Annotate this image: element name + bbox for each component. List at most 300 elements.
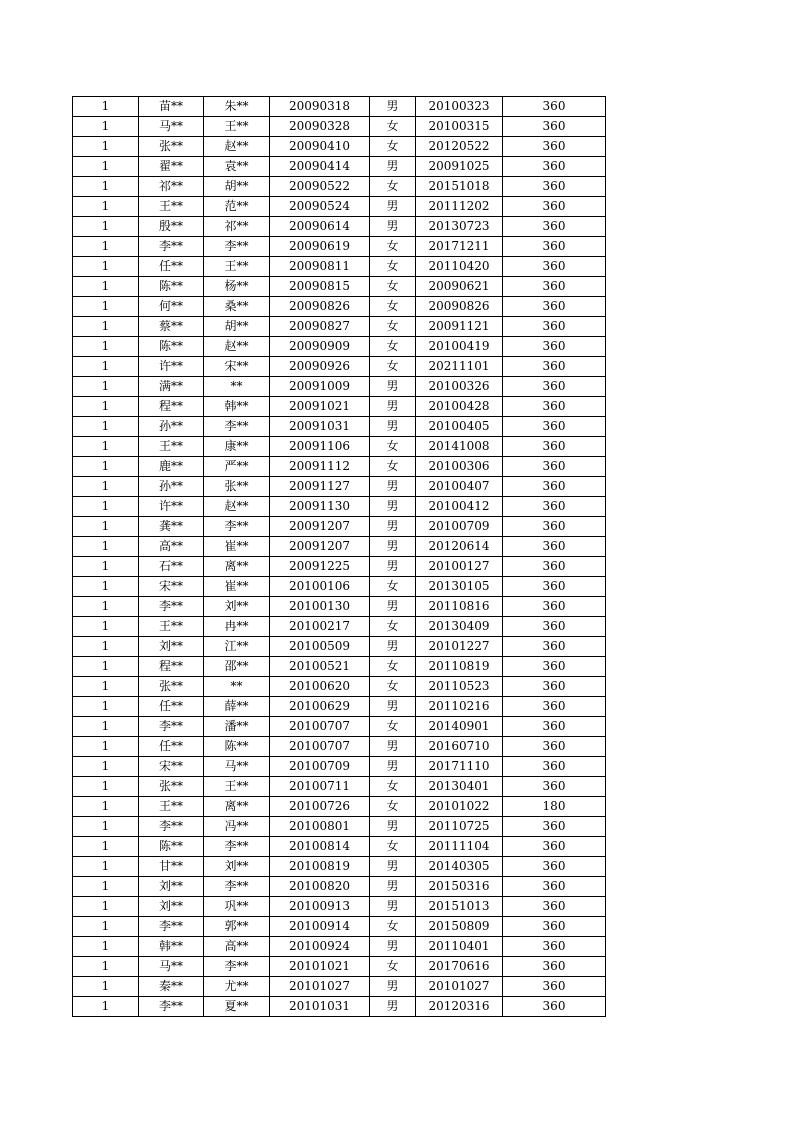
gender-cell: 女: [370, 437, 416, 457]
date-end-cell: 20211101: [416, 357, 503, 377]
date-end-cell: 20100419: [416, 337, 503, 357]
count-cell: 1: [73, 357, 139, 377]
table-row: [73, 697, 606, 717]
count-cell: 1: [73, 337, 139, 357]
count-cell: 1: [73, 377, 139, 397]
surname-b-cell: 李**: [204, 837, 270, 857]
count-cell: 1: [73, 177, 139, 197]
amount-cell: 360: [503, 497, 606, 517]
surname-a-cell: 陈**: [139, 837, 204, 857]
table-row: [73, 117, 606, 137]
date-end-cell: 20091025: [416, 157, 503, 177]
date-start-cell: 20090410: [270, 137, 370, 157]
surname-a-cell: 李**: [139, 997, 204, 1017]
gender-cell: 女: [370, 117, 416, 137]
surname-a-cell: 许**: [139, 497, 204, 517]
count-cell: 1: [73, 397, 139, 417]
surname-b-cell: 陈**: [204, 737, 270, 757]
surname-a-cell: 王**: [139, 797, 204, 817]
amount-cell: 360: [503, 97, 606, 117]
date-start-cell: 20090619: [270, 237, 370, 257]
surname-b-cell: 离**: [204, 797, 270, 817]
table-row: [73, 577, 606, 597]
date-start-cell: 20100709: [270, 757, 370, 777]
amount-cell: 360: [503, 297, 606, 317]
count-cell: 1: [73, 697, 139, 717]
date-start-cell: 20090815: [270, 277, 370, 297]
table-row: [73, 757, 606, 777]
surname-a-cell: 马**: [139, 117, 204, 137]
count-cell: 1: [73, 857, 139, 877]
table-row: [73, 877, 606, 897]
amount-cell: 360: [503, 277, 606, 297]
surname-a-cell: 龚**: [139, 517, 204, 537]
surname-b-cell: 冉**: [204, 617, 270, 637]
amount-cell: 360: [503, 917, 606, 937]
surname-a-cell: 秦**: [139, 977, 204, 997]
date-end-cell: 20100428: [416, 397, 503, 417]
surname-b-cell: 李**: [204, 877, 270, 897]
surname-b-cell: 薛**: [204, 697, 270, 717]
surname-b-cell: 张**: [204, 477, 270, 497]
count-cell: 1: [73, 437, 139, 457]
gender-cell: 男: [370, 557, 416, 577]
date-start-cell: 20100924: [270, 937, 370, 957]
table-row: [73, 797, 606, 817]
surname-a-cell: 祁**: [139, 177, 204, 197]
amount-cell: 360: [503, 537, 606, 557]
surname-a-cell: 刘**: [139, 877, 204, 897]
count-cell: 1: [73, 197, 139, 217]
table-row: [73, 397, 606, 417]
date-end-cell: 20110819: [416, 657, 503, 677]
amount-cell: 360: [503, 457, 606, 477]
count-cell: 1: [73, 137, 139, 157]
surname-b-cell: 高**: [204, 937, 270, 957]
count-cell: 1: [73, 157, 139, 177]
count-cell: 1: [73, 97, 139, 117]
count-cell: 1: [73, 877, 139, 897]
count-cell: 1: [73, 277, 139, 297]
date-start-cell: 20091207: [270, 517, 370, 537]
surname-b-cell: 赵**: [204, 337, 270, 357]
surname-b-cell: 尤**: [204, 977, 270, 997]
count-cell: 1: [73, 317, 139, 337]
date-start-cell: 20091130: [270, 497, 370, 517]
gender-cell: 男: [370, 377, 416, 397]
surname-a-cell: 陈**: [139, 337, 204, 357]
surname-b-cell: 刘**: [204, 857, 270, 877]
surname-a-cell: 甘**: [139, 857, 204, 877]
date-end-cell: 20111104: [416, 837, 503, 857]
table-row: [73, 357, 606, 377]
date-start-cell: 20090909: [270, 337, 370, 357]
amount-cell: 360: [503, 697, 606, 717]
surname-a-cell: 李**: [139, 717, 204, 737]
amount-cell: 360: [503, 357, 606, 377]
surname-b-cell: 韩**: [204, 397, 270, 417]
gender-cell: 女: [370, 917, 416, 937]
date-start-cell: 20101021: [270, 957, 370, 977]
table-row: [73, 417, 606, 437]
amount-cell: 360: [503, 897, 606, 917]
surname-b-cell: 李**: [204, 957, 270, 977]
gender-cell: 女: [370, 277, 416, 297]
surname-a-cell: 何**: [139, 297, 204, 317]
amount-cell: 360: [503, 177, 606, 197]
surname-b-cell: **: [204, 377, 270, 397]
date-start-cell: 20100914: [270, 917, 370, 937]
surname-b-cell: 马**: [204, 757, 270, 777]
surname-b-cell: 李**: [204, 417, 270, 437]
date-end-cell: 20150809: [416, 917, 503, 937]
table-row: [73, 517, 606, 537]
gender-cell: 男: [370, 157, 416, 177]
date-start-cell: 20100509: [270, 637, 370, 657]
gender-cell: 女: [370, 357, 416, 377]
date-start-cell: 20090826: [270, 297, 370, 317]
date-end-cell: 20100323: [416, 97, 503, 117]
amount-cell: 360: [503, 877, 606, 897]
amount-cell: 360: [503, 577, 606, 597]
count-cell: 1: [73, 117, 139, 137]
gender-cell: 男: [370, 597, 416, 617]
date-end-cell: 20160710: [416, 737, 503, 757]
surname-a-cell: 翟**: [139, 157, 204, 177]
table-row: [73, 937, 606, 957]
amount-cell: 180: [503, 797, 606, 817]
surname-a-cell: 张**: [139, 777, 204, 797]
date-end-cell: 20130105: [416, 577, 503, 597]
surname-a-cell: 石**: [139, 557, 204, 577]
surname-b-cell: 李**: [204, 517, 270, 537]
surname-b-cell: 杨**: [204, 277, 270, 297]
amount-cell: 360: [503, 397, 606, 417]
date-end-cell: 20100709: [416, 517, 503, 537]
date-end-cell: 20100412: [416, 497, 503, 517]
date-start-cell: 20090827: [270, 317, 370, 337]
gender-cell: 男: [370, 197, 416, 217]
date-start-cell: 20090614: [270, 217, 370, 237]
date-start-cell: 20091031: [270, 417, 370, 437]
date-end-cell: 20171211: [416, 237, 503, 257]
gender-cell: 女: [370, 457, 416, 477]
surname-b-cell: 赵**: [204, 497, 270, 517]
date-end-cell: 20150316: [416, 877, 503, 897]
count-cell: 1: [73, 517, 139, 537]
table-row: [73, 177, 606, 197]
date-end-cell: 20151018: [416, 177, 503, 197]
table-row: [73, 977, 606, 997]
surname-a-cell: 宋**: [139, 757, 204, 777]
amount-cell: 360: [503, 757, 606, 777]
gender-cell: 男: [370, 757, 416, 777]
table-row: [73, 737, 606, 757]
date-start-cell: 20100106: [270, 577, 370, 597]
table-row: [73, 137, 606, 157]
count-cell: 1: [73, 997, 139, 1017]
gender-cell: 女: [370, 717, 416, 737]
date-start-cell: 20090524: [270, 197, 370, 217]
date-end-cell: 20110725: [416, 817, 503, 837]
count-cell: 1: [73, 757, 139, 777]
count-cell: 1: [73, 257, 139, 277]
surname-a-cell: 王**: [139, 197, 204, 217]
amount-cell: 360: [503, 237, 606, 257]
count-cell: 1: [73, 957, 139, 977]
gender-cell: 女: [370, 777, 416, 797]
table-row: [73, 617, 606, 637]
count-cell: 1: [73, 657, 139, 677]
gender-cell: 男: [370, 477, 416, 497]
date-start-cell: 20091112: [270, 457, 370, 477]
date-start-cell: 20100726: [270, 797, 370, 817]
surname-b-cell: 赵**: [204, 137, 270, 157]
table-row: [73, 777, 606, 797]
date-start-cell: 20100217: [270, 617, 370, 637]
table-row: [73, 217, 606, 237]
surname-b-cell: 祁**: [204, 217, 270, 237]
table-row: [73, 597, 606, 617]
amount-cell: 360: [503, 777, 606, 797]
surname-a-cell: 陈**: [139, 277, 204, 297]
date-end-cell: 20111202: [416, 197, 503, 217]
date-end-cell: 20110420: [416, 257, 503, 277]
surname-a-cell: 许**: [139, 357, 204, 377]
table-row: [73, 557, 606, 577]
date-end-cell: 20130723: [416, 217, 503, 237]
table-row: [73, 677, 606, 697]
amount-cell: 360: [503, 597, 606, 617]
table-row: [73, 997, 606, 1017]
count-cell: 1: [73, 217, 139, 237]
gender-cell: 男: [370, 497, 416, 517]
gender-cell: 男: [370, 977, 416, 997]
amount-cell: 360: [503, 337, 606, 357]
gender-cell: 女: [370, 337, 416, 357]
count-cell: 1: [73, 977, 139, 997]
count-cell: 1: [73, 597, 139, 617]
amount-cell: 360: [503, 157, 606, 177]
gender-cell: 女: [370, 617, 416, 637]
surname-a-cell: 韩**: [139, 937, 204, 957]
gender-cell: 男: [370, 997, 416, 1017]
gender-cell: 男: [370, 97, 416, 117]
date-start-cell: 20100820: [270, 877, 370, 897]
count-cell: 1: [73, 557, 139, 577]
surname-a-cell: 马**: [139, 957, 204, 977]
count-cell: 1: [73, 497, 139, 517]
gender-cell: 男: [370, 737, 416, 757]
surname-a-cell: 任**: [139, 697, 204, 717]
date-end-cell: 20110523: [416, 677, 503, 697]
date-start-cell: 20090318: [270, 97, 370, 117]
surname-b-cell: 范**: [204, 197, 270, 217]
table-row: [73, 657, 606, 677]
gender-cell: 女: [370, 137, 416, 157]
surname-b-cell: 崔**: [204, 577, 270, 597]
date-end-cell: 20140901: [416, 717, 503, 737]
date-start-cell: 20091225: [270, 557, 370, 577]
amount-cell: 360: [503, 977, 606, 997]
surname-b-cell: 离**: [204, 557, 270, 577]
gender-cell: 女: [370, 297, 416, 317]
gender-cell: 男: [370, 397, 416, 417]
date-end-cell: 20101022: [416, 797, 503, 817]
amount-cell: 360: [503, 617, 606, 637]
gender-cell: 女: [370, 797, 416, 817]
surname-a-cell: 李**: [139, 917, 204, 937]
date-end-cell: 20091121: [416, 317, 503, 337]
date-start-cell: 20100620: [270, 677, 370, 697]
gender-cell: 女: [370, 657, 416, 677]
date-start-cell: 20091106: [270, 437, 370, 457]
date-end-cell: 20101027: [416, 977, 503, 997]
surname-b-cell: 胡**: [204, 317, 270, 337]
date-start-cell: 20090811: [270, 257, 370, 277]
count-cell: 1: [73, 737, 139, 757]
table-row: [73, 317, 606, 337]
table-row: [73, 457, 606, 477]
table-row: [73, 337, 606, 357]
amount-cell: 360: [503, 417, 606, 437]
surname-b-cell: 袁**: [204, 157, 270, 177]
date-end-cell: 20100315: [416, 117, 503, 137]
date-start-cell: 20100521: [270, 657, 370, 677]
amount-cell: 360: [503, 197, 606, 217]
count-cell: 1: [73, 817, 139, 837]
surname-b-cell: 严**: [204, 457, 270, 477]
count-cell: 1: [73, 777, 139, 797]
date-start-cell: 20101031: [270, 997, 370, 1017]
date-end-cell: 20100306: [416, 457, 503, 477]
table-row: [73, 957, 606, 977]
amount-cell: 360: [503, 137, 606, 157]
date-start-cell: 20100913: [270, 897, 370, 917]
gender-cell: 女: [370, 837, 416, 857]
count-cell: 1: [73, 417, 139, 437]
table-row: [73, 197, 606, 217]
gender-cell: 男: [370, 937, 416, 957]
table-row: [73, 377, 606, 397]
date-end-cell: 20120316: [416, 997, 503, 1017]
surname-a-cell: 鹿**: [139, 457, 204, 477]
date-end-cell: 20171110: [416, 757, 503, 777]
surname-a-cell: 任**: [139, 257, 204, 277]
surname-a-cell: 苗**: [139, 97, 204, 117]
amount-cell: 360: [503, 477, 606, 497]
amount-cell: 360: [503, 657, 606, 677]
surname-b-cell: 巩**: [204, 897, 270, 917]
date-start-cell: 20091127: [270, 477, 370, 497]
surname-b-cell: 胡**: [204, 177, 270, 197]
date-end-cell: 20100127: [416, 557, 503, 577]
gender-cell: 男: [370, 637, 416, 657]
surname-a-cell: 程**: [139, 397, 204, 417]
gender-cell: 男: [370, 857, 416, 877]
surname-a-cell: 蔡**: [139, 317, 204, 337]
date-end-cell: 20110216: [416, 697, 503, 717]
surname-b-cell: 邵**: [204, 657, 270, 677]
date-start-cell: 20100629: [270, 697, 370, 717]
date-start-cell: 20090328: [270, 117, 370, 137]
surname-a-cell: 张**: [139, 137, 204, 157]
date-start-cell: 20091207: [270, 537, 370, 557]
gender-cell: 男: [370, 817, 416, 837]
surname-a-cell: 李**: [139, 597, 204, 617]
surname-a-cell: 张**: [139, 677, 204, 697]
date-end-cell: 20100405: [416, 417, 503, 437]
date-end-cell: 20090826: [416, 297, 503, 317]
surname-b-cell: 潘**: [204, 717, 270, 737]
surname-b-cell: 冯**: [204, 817, 270, 837]
gender-cell: 男: [370, 517, 416, 537]
date-start-cell: 20091009: [270, 377, 370, 397]
gender-cell: 男: [370, 417, 416, 437]
records-table: [72, 96, 606, 1017]
date-end-cell: 20110816: [416, 597, 503, 617]
count-cell: 1: [73, 537, 139, 557]
surname-a-cell: 程**: [139, 657, 204, 677]
surname-b-cell: 宋**: [204, 357, 270, 377]
count-cell: 1: [73, 477, 139, 497]
surname-b-cell: 崔**: [204, 537, 270, 557]
amount-cell: 360: [503, 997, 606, 1017]
surname-a-cell: 宋**: [139, 577, 204, 597]
amount-cell: 360: [503, 817, 606, 837]
date-end-cell: 20141008: [416, 437, 503, 457]
amount-cell: 360: [503, 317, 606, 337]
count-cell: 1: [73, 897, 139, 917]
date-end-cell: 20100407: [416, 477, 503, 497]
amount-cell: 360: [503, 637, 606, 657]
table-row: [73, 917, 606, 937]
surname-a-cell: 李**: [139, 817, 204, 837]
date-end-cell: 20110401: [416, 937, 503, 957]
gender-cell: 男: [370, 697, 416, 717]
surname-b-cell: 夏**: [204, 997, 270, 1017]
count-cell: 1: [73, 837, 139, 857]
count-cell: 1: [73, 797, 139, 817]
count-cell: 1: [73, 637, 139, 657]
table-row: [73, 277, 606, 297]
date-end-cell: 20170616: [416, 957, 503, 977]
surname-a-cell: 李**: [139, 237, 204, 257]
count-cell: 1: [73, 937, 139, 957]
gender-cell: 女: [370, 577, 416, 597]
date-start-cell: 20100711: [270, 777, 370, 797]
table-row: [73, 297, 606, 317]
amount-cell: 360: [503, 517, 606, 537]
amount-cell: 360: [503, 857, 606, 877]
count-cell: 1: [73, 677, 139, 697]
surname-b-cell: 桑**: [204, 297, 270, 317]
date-start-cell: 20100707: [270, 717, 370, 737]
surname-b-cell: 王**: [204, 117, 270, 137]
count-cell: 1: [73, 457, 139, 477]
date-end-cell: 20090621: [416, 277, 503, 297]
surname-b-cell: 王**: [204, 777, 270, 797]
surname-a-cell: 孙**: [139, 477, 204, 497]
count-cell: 1: [73, 237, 139, 257]
table-row: [73, 237, 606, 257]
count-cell: 1: [73, 717, 139, 737]
amount-cell: 360: [503, 257, 606, 277]
gender-cell: 女: [370, 677, 416, 697]
surname-a-cell: 满**: [139, 377, 204, 397]
surname-a-cell: 王**: [139, 617, 204, 637]
gender-cell: 男: [370, 217, 416, 237]
